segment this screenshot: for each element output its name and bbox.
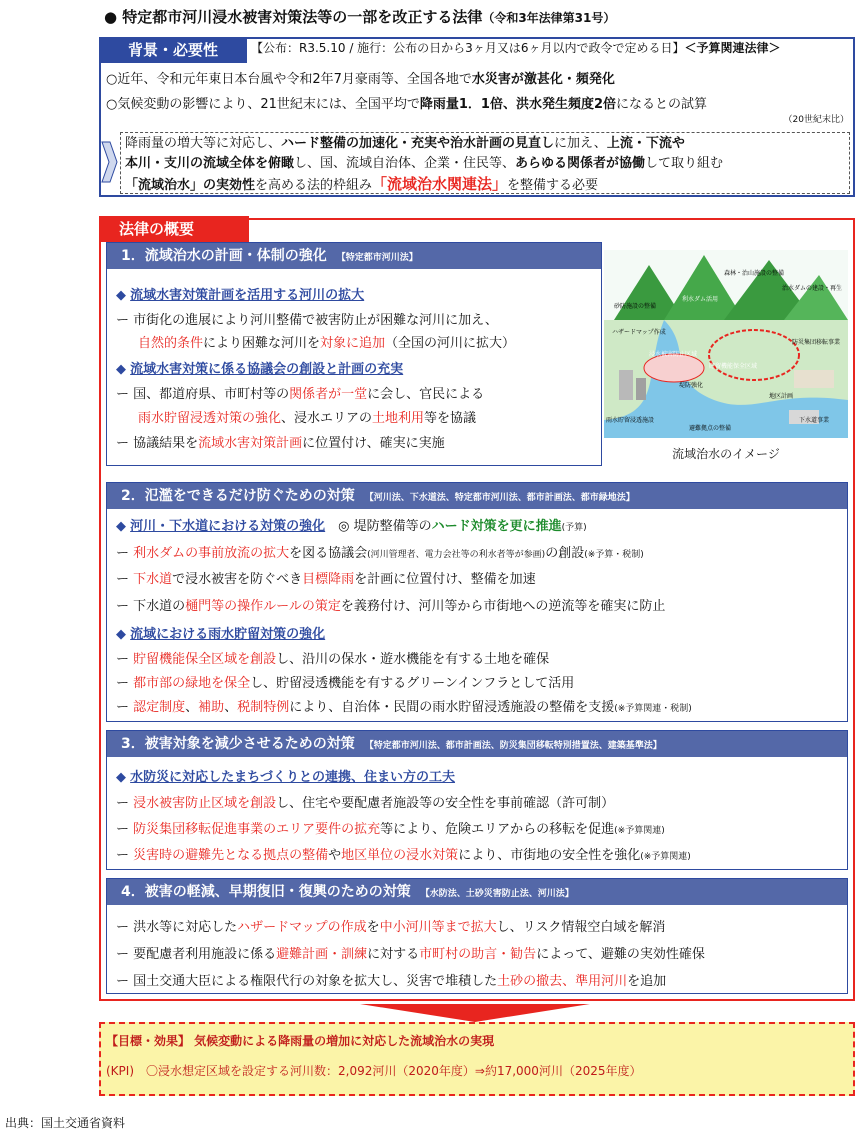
illustration-label-2: 砂防施設の整備 bbox=[614, 303, 657, 310]
illustration-label-9: 堤防強化 bbox=[679, 382, 704, 389]
background-tab: 背景・必要性 bbox=[99, 37, 247, 63]
illustration-label-13: 下水道事業 bbox=[799, 417, 830, 424]
illustration-label-1: 森林・治山施設の整備 bbox=[724, 270, 785, 277]
s4-item-2: ー 要配慮者利用施設に係る避難計画・訓練に対する市町村の助言・勧告によって、避難の実効性確保 bbox=[116, 947, 705, 962]
s4-item-3: ー 国土交通大臣による権限代行の対象を拡大し、災害で堆積した土砂の撤去、準用河川を追加 bbox=[116, 974, 667, 989]
illustration-label-8: 防災集団移転事業 bbox=[792, 339, 841, 346]
illustration-label-7: 貯留機能保全区域 bbox=[709, 363, 758, 370]
s1-subheading-2: ◆ 流域水害対策に係る協議会の創設と計画の充実 bbox=[116, 362, 404, 377]
goal-line-2: (KPI) 〇浸水想定区域を設定する河川数：2,092河川（2020年度）⇒約17,000河川（2025年度） bbox=[106, 1064, 642, 1078]
illustration-label-11: 雨水貯留浸透施設 bbox=[606, 417, 655, 424]
s2-subheading-2: ◆ 流域における雨水貯留対策の強化 bbox=[116, 627, 326, 642]
page-title: ● 特定都市河川浸水被害対策法等の一部を改正する法律（令和3年法律第31号） bbox=[104, 8, 616, 26]
illustration-label-4: 治水ダムの建設・再生 bbox=[782, 285, 843, 292]
publication-info: 【公布：R3.5.10 / 施行：公布の日から3ヶ月又は6ヶ月以内で政令で定める日】＜予算関連法律＞ bbox=[251, 41, 781, 55]
s2-item-6: ー 認定制度、補助、税制特例により、自治体・民間の雨水貯留浸透施設の整備を支援(※予算関連・税制) bbox=[116, 700, 692, 715]
illustration-label-6: 浸水被害防止区域 bbox=[649, 351, 698, 358]
s2-item-4: ー 貯留機能保全区域を創設し、沿川の保水・遊水機能を有する土地を確保 bbox=[116, 652, 550, 667]
s3-item-2: ー 防災集団移転促進事業のエリア要件の拡充等により、危険エリアからの移転を促進(※予算関連) bbox=[116, 822, 665, 837]
s2-item-5: ー 都市部の緑地を保全し、貯留浸透機能を有するグリーンインフラとして活用 bbox=[116, 676, 575, 691]
s1-item-5: ー 協議結果を流域水害対策計画に位置付け、確実に実施 bbox=[116, 436, 445, 451]
comparison-note: （20世紀末比） bbox=[783, 115, 849, 125]
watershed-illustration-graphic bbox=[604, 250, 848, 438]
illustration-label-3: 利水ダム活用 bbox=[682, 296, 719, 303]
illustration-label-12: 避難拠点の整備 bbox=[689, 425, 732, 432]
illustration-caption: 流域治水のイメージ bbox=[672, 447, 780, 461]
s2-item-3: ー 下水道の樋門等の操作ルールの策定を義務付け、河川等から市街地への逆流等を確実に防止 bbox=[116, 599, 666, 614]
background-summary-box bbox=[120, 132, 850, 194]
summary-line-2: 本川・支川の流域全体を俯瞰し、国、流域自治体、企業・住民等、あらゆる関係者が協働して取り組む bbox=[125, 156, 724, 171]
source-note: 出典：国土交通省資料 bbox=[5, 1116, 126, 1130]
summary-line-1: 降雨量の増大等に対応し、ハード整備の加速化・充実や治水計画の見直しに加え、上流・下流や bbox=[125, 136, 685, 151]
s1-item-1: ー 市街化の進展により河川整備で被害防止が困難な河川に加え、 bbox=[116, 313, 498, 328]
s3-item-1: ー 浸水被害防止区域を創設し、住宅や要配慮者施設等の安全性を事前確認（許可制） bbox=[116, 796, 615, 811]
s4-item-1: ー 洪水等に対応したハザードマップの作成を中小河川等まで拡大し、リスク情報空白域を解消 bbox=[116, 920, 666, 935]
summary-line-3: 「流域治水」の実効性を高める法的枠組み「流域治水関連法」を整備する必要 bbox=[125, 175, 599, 193]
s2-item-2: ー 下水道で浸水被害を防ぐべき目標降雨を計画に位置付け、整備を加速 bbox=[116, 572, 536, 587]
overview-tab: 法律の概要 bbox=[99, 216, 249, 242]
s1-item-3: ー 国、都道府県、市町村等の関係者が一堂に会し、官民による bbox=[116, 387, 485, 402]
section-4-heading: 4．被害の軽減、早期復旧・復興のための対策 【水防法、土砂災害防止法、河川法】 bbox=[107, 879, 847, 905]
section-1-heading: 1．流域治水の計画・体制の強化 【特定都市河川法】 bbox=[107, 243, 601, 269]
background-line-1: ○近年、令和元年東日本台風や令和2年7月豪雨等、全国各地で水災害が激甚化・頻発化 bbox=[106, 72, 615, 87]
watershed-illustration bbox=[604, 250, 848, 438]
section-2-heading: 2．氾濫をできるだけ防ぐための対策 【河川法、下水道法、特定都市河川法、都市計画法、都市緑地法】 bbox=[107, 483, 847, 509]
s1-item-4: 雨水貯留浸透対策の強化、浸水エリアの土地利用等を協議 bbox=[138, 411, 477, 426]
down-arrow-icon bbox=[360, 1004, 590, 1024]
s2-subheading-1: ◆ 河川・下水道における対策の強化 ◎ 堤防整備等のハード対策を更に推進(予算) bbox=[116, 519, 587, 534]
s3-subheading-1: ◆ 水防災に対応したまちづくりとの連携、住まい方の工夫 bbox=[116, 770, 456, 785]
s3-item-3: ー 災害時の避難先となる拠点の整備や地区単位の浸水対策により、市街地の安全性を強化(※予算関連) bbox=[116, 848, 691, 863]
illustration-label-10: 地区計画 bbox=[769, 393, 794, 400]
chevron-right-icon bbox=[100, 140, 118, 184]
illustration-label-5: ハザードマップ作成 bbox=[612, 329, 666, 336]
goal-line-1: 【目標・効果】 気候変動による降雨量の増加に対応した流域治水の実現 bbox=[106, 1034, 495, 1048]
s1-subheading-1: ◆ 流域水害対策計画を活用する河川の拡大 bbox=[116, 288, 365, 303]
section-3-heading: 3．被害対象を減少させるための対策 【特定都市河川法、都市計画法、防災集団移転特別措置法、建築基準法】 bbox=[107, 731, 847, 757]
s2-item-1: ー 利水ダムの事前放流の拡大を図る協議会(河川管理者、電力会社等の利水者等が参画)の創設(※予算・税制) bbox=[116, 546, 644, 561]
s1-item-2: 自然的条件により困難な河川を対象に追加（全国の河川に拡大） bbox=[138, 336, 516, 351]
background-line-2: ○気候変動の影響により、21世紀末には、全国平均で降雨量1．1倍、洪水発生頻度2倍になるとの試算 bbox=[106, 97, 708, 112]
